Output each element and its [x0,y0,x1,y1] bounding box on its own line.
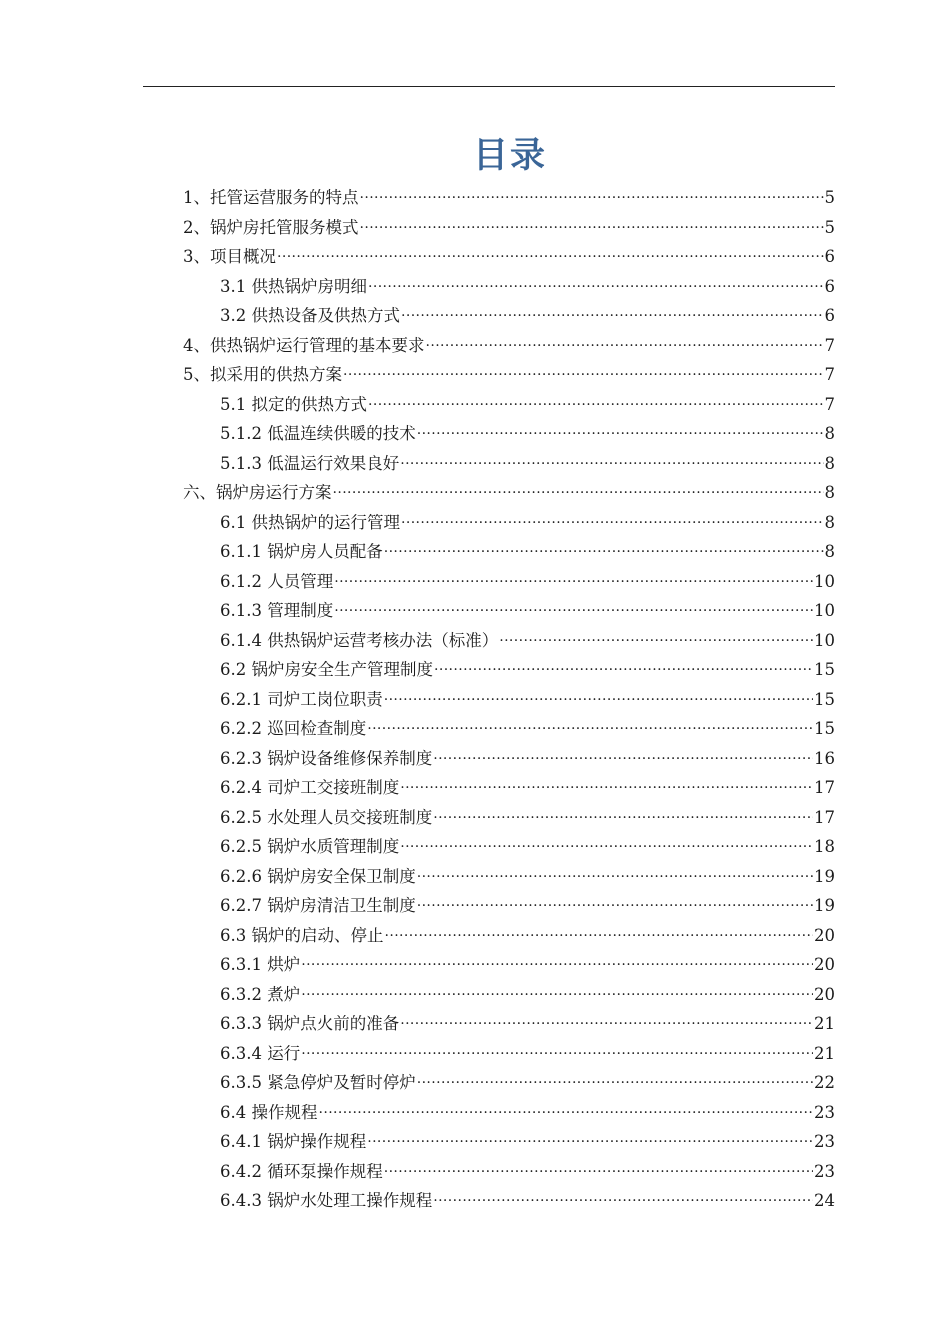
toc-entry[interactable] [0,390,835,420]
toc-page-number: 20 [814,925,835,945]
toc-entry[interactable] [0,921,835,951]
toc-page-number: 6 [824,276,835,296]
dot-leader [367,1132,813,1152]
toc-entry-text: 6.4.1 锅炉操作规程 [220,1132,367,1151]
toc-entry-text: 6.1 供热锅炉的运行管理 [220,512,400,532]
toc-entry[interactable] [0,272,835,302]
toc-entry[interactable] [0,891,835,921]
dot-leader [277,247,824,267]
toc-entry[interactable] [0,1039,835,1069]
dot-leader [301,955,813,975]
toc-entry[interactable] [0,213,835,243]
toc-entry-text: 3、项目概况 [183,247,276,266]
dot-leader [333,483,824,503]
toc-page-number: 6 [824,306,835,325]
toc-page-number: 19 [814,866,835,886]
toc-entry[interactable] [0,803,835,833]
toc-page-number: 15 [814,719,835,738]
toc-page-number: 8 [824,542,835,561]
toc-entry-text: 3.1 供热锅炉房明细 [220,276,367,296]
toc-page-number: 8 [824,424,835,443]
toc-entry-text: 1、托管运营服务的特点 [183,188,359,207]
dot-leader [334,571,813,591]
toc-page-number: 20 [814,984,835,1004]
toc-page-number: 21 [814,1014,835,1033]
dot-leader [400,1014,813,1034]
toc-entry-text: 5.1.3 低温运行效果良好 [220,453,400,473]
toc-page-number: 18 [814,837,835,856]
toc-entry-text: 6.3.1 烘炉 [220,955,301,974]
dot-leader [334,601,813,621]
toc-list [0,183,950,1216]
dot-leader [433,807,813,827]
dot-leader [426,335,824,355]
toc-entry[interactable] [0,980,835,1010]
toc-entry[interactable] [0,596,835,626]
toc-entry-text: 6.4.2 循环泵操作规程 [220,1161,383,1181]
dot-leader [385,925,814,945]
toc-entry-text: 6.3.5 紧急停炉及暂时停炉 [220,1073,416,1092]
toc-entry[interactable] [0,744,835,774]
toc-entry[interactable] [0,950,835,980]
toc-entry-text: 6.1.4 供热锅炉运营考核办法（标准） [220,630,499,650]
toc-entry-text: 6.2.5 锅炉水质管理制度 [220,837,400,856]
toc-entry-text: 6.3.4 运行 [220,1043,301,1063]
toc-page-number: 17 [814,778,835,797]
toc-entry[interactable] [0,419,835,449]
toc-page-number: 20 [814,955,835,974]
toc-page-number: 8 [824,453,835,473]
toc-entry[interactable] [0,1068,835,1098]
toc-entry-text: 2、锅炉房托管服务模式 [183,217,359,237]
dot-leader [384,689,813,709]
toc-entry[interactable] [0,537,835,567]
toc-page-number: 6 [824,247,835,266]
toc-page-number: 8 [824,512,835,532]
toc-entry-text: 6.4.3 锅炉水处理工操作规程 [220,1191,433,1210]
toc-entry[interactable] [0,1127,835,1157]
dot-leader [301,1043,813,1063]
toc-entry-text: 6.2.4 司炉工交接班制度 [220,778,400,797]
toc-entry-text: 6.1.2 人员管理 [220,571,334,591]
toc-page-number: 17 [814,807,835,827]
header-rule [143,86,835,87]
toc-page-number: 15 [814,689,835,709]
dot-leader [319,1102,814,1122]
toc-page-number: 8 [824,483,835,502]
toc-entry[interactable] [0,508,835,538]
dot-leader [433,1191,813,1211]
toc-page-number: 5 [824,217,835,237]
toc-page-number: 23 [814,1102,835,1122]
toc-entry[interactable] [0,685,835,715]
toc-page-number: 15 [814,660,835,679]
toc-entry-text: 六、锅炉房运行方案 [183,483,332,502]
toc-entry-text: 6.2.5 水处理人员交接班制度 [220,807,433,827]
dot-leader [384,542,824,562]
toc-entry-text: 6.4 操作规程 [220,1102,318,1122]
toc-page-number: 7 [824,365,835,384]
toc-entry[interactable] [0,242,835,272]
toc-entry-text: 6.2.1 司炉工岗位职责 [220,689,383,709]
toc-entry-text: 4、供热锅炉运行管理的基本要求 [183,335,425,355]
toc-page-number: 23 [814,1132,835,1151]
toc-entry-text: 6.1.3 管理制度 [220,601,334,620]
dot-leader [400,778,813,798]
dot-leader [417,896,813,916]
dot-leader [368,394,824,414]
dot-leader [417,424,824,444]
dot-leader [434,660,813,680]
toc-entry[interactable] [0,1157,835,1187]
toc-page-number: 5 [824,188,835,207]
page-title: 目录 [472,136,547,176]
dot-leader [400,453,823,473]
dot-leader [417,866,813,886]
toc-entry[interactable] [0,862,835,892]
toc-page-number: 7 [824,335,835,355]
toc-entry[interactable] [0,832,835,862]
toc-page-number: 10 [814,571,835,591]
toc-entry-text: 5.1 拟定的供热方式 [220,394,367,414]
toc-page-number: 22 [814,1073,835,1092]
toc-page-number: 19 [814,896,835,915]
toc-page-number: 10 [814,601,835,620]
dot-leader [417,1073,813,1093]
toc-entry-text: 3.2 供热设备及供热方式 [220,306,400,325]
toc-page-number: 23 [814,1161,835,1181]
toc-entry[interactable] [0,773,835,803]
dot-leader [360,188,824,208]
toc-entry[interactable] [0,183,835,213]
toc-entry[interactable] [0,301,835,331]
toc-entry[interactable] [0,449,835,479]
toc-entry[interactable] [0,1186,835,1216]
toc-entry-text: 5.1.2 低温连续供暖的技术 [220,424,416,443]
toc-entry[interactable] [0,360,835,390]
toc-entry[interactable] [0,478,835,508]
toc-entry-text: 6.2 锅炉房安全生产管理制度 [220,660,433,679]
dot-leader [343,365,824,385]
dot-leader [301,984,813,1004]
toc-entry-text: 6.3.2 煮炉 [220,984,301,1004]
dot-leader [433,748,813,768]
toc-entry[interactable] [0,714,835,744]
toc-entry[interactable] [0,1009,835,1039]
dot-leader [499,630,813,650]
toc-entry-text: 6.2.7 锅炉房清洁卫生制度 [220,896,416,915]
dot-leader [367,719,813,739]
dot-leader [401,512,824,532]
toc-entry-text: 6.2.6 锅炉房安全保卫制度 [220,866,416,886]
toc-page-number: 7 [824,394,835,414]
toc-entry[interactable] [0,1098,835,1128]
toc-entry-text: 6.3 锅炉的启动、停止 [220,925,384,945]
toc-page-number: 16 [814,748,835,768]
toc-entry-text: 6.1.1 锅炉房人员配备 [220,542,383,561]
toc-page-number: 21 [814,1043,835,1063]
toc-entry-text: 5、拟采用的供热方案 [183,365,342,384]
toc-page-number: 10 [814,630,835,650]
toc-entry[interactable] [0,567,835,597]
dot-leader [384,1161,813,1181]
dot-leader [368,276,824,296]
toc-page-number: 24 [814,1191,835,1210]
toc-entry-text: 6.2.2 巡回检查制度 [220,719,367,738]
dot-leader [401,306,824,326]
dot-leader [360,217,824,237]
toc-entry[interactable] [0,655,835,685]
dot-leader [400,837,813,857]
toc-entry-text: 6.3.3 锅炉点火前的准备 [220,1014,400,1033]
toc-entry[interactable] [0,626,835,656]
toc-entry-text: 6.2.3 锅炉设备维修保养制度 [220,748,433,768]
toc-entry[interactable] [0,331,835,361]
